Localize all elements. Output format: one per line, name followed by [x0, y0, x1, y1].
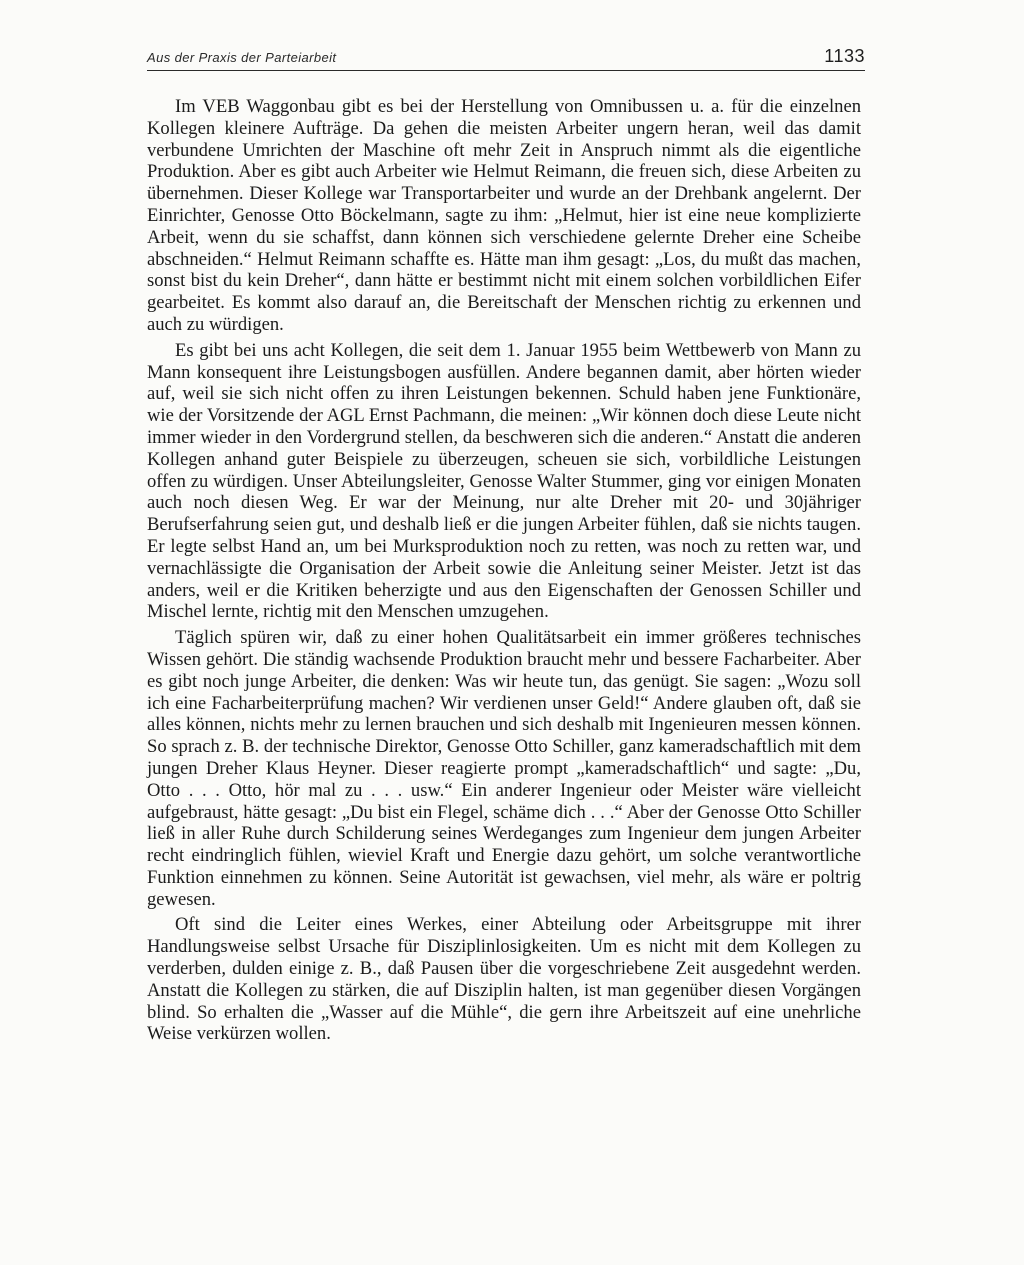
- body-text: [147, 96, 861, 1045]
- paragraph: Täglich spüren wir, daß zu einer hohen Qualitätsarbeit ein immer größeres technisches Wissen gehört. Die ständig wachsende Produktion braucht mehr und bessere Facharbeiter. Aber es gibt noch junge Arbeiter, die denken: Was wir heute tun, das genügt. Sie sagen: „Wozu soll ich eine Facharbeiterprüfung machen? Wir verdienen unser Geld!“ Andere glauben oft, daß sie alles können, nichts mehr zu lernen brauchen und sich deshalb mit Ingenieuren messen können. So sprach z. B. der technische Direktor, Genosse Otto Schiller, ganz kameradschaftlich mit dem jungen Dreher Klaus Heyner. Dieser reagierte prompt „kameradschaftlich“ und sagte: „Du, Otto . . . Otto, hör mal zu . . . usw.“ Ein anderer Ingenieur oder Meister wäre vielleicht aufgebraust, hätte gesagt: „Du bist ein Flegel, schäme dich . . .“ Aber der Genosse Otto Schiller ließ in aller Ruhe durch Schilderung seines Werdeganges zum Ingenieur dem jungen Arbeiter recht eindringlich fühlen, wieviel Kraft und Energie dazu gehört, um solche verantwortliche Funktion einnehmen zu können. Seine Autorität ist gewachsen, viel mehr, als wäre er poltrig gewesen.: [147, 627, 861, 910]
- running-title: Aus der Praxis der Parteiarbeit: [147, 50, 337, 65]
- paragraph: Im VEB Waggonbau gibt es bei der Herstellung von Omnibussen u. a. für die einzelnen Kollegen kleinere Aufträge. Da gehen die meisten Arbeiter ungern heran, weil das damit verbundene Umrichten der Maschine oft mehr Zeit in Anspruch nimmt als die eigentliche Produktion. Aber es gibt auch Arbeiter wie Helmut Reimann, die freuen sich, diese Arbeiten zu übernehmen. Dieser Kollege war Transportarbeiter und wurde an der Drehbank angelernt. Der Einrichter, Genosse Otto Böckelmann, sagte zu ihm: „Helmut, hier ist eine neue komplizierte Arbeit, wenn du sie schaffst, dann können sich verschiedene gelernte Dreher eine Scheibe abschneiden.“ Helmut Reimann schaffte es. Hätte man ihm gesagt: „Los, du mußt das machen, sonst bist du kein Dreher“, dann hätte er bestimmt nicht mit einem solchen vorbildlichen Eifer gearbeitet. Es kommt also darauf an, die Bereitschaft der Menschen richtig zu erkennen und auch zu würdigen.: [147, 96, 861, 335]
- page-number: 1133: [824, 46, 865, 66]
- running-head: [147, 46, 865, 72]
- paragraph: Oft sind die Leiter eines Werkes, einer Abteilung oder Arbeitsgruppe mit ihrer Handlungsweise selbst Ursache für Disziplinlosigkeiten. Um es nicht mit dem Kollegen zu verderben, dulden einige z. B., daß Pausen über die vorgeschriebene Zeit ausgedehnt werden. Anstatt die Kollegen zu stärken, die auf Disziplin halten, ist man gegenüber diesen Vorgängen blind. So erhalten die „Wasser auf die Mühle“, die gern ihre Arbeitszeit auf eine unehrliche Weise verkürzen wollen.: [147, 914, 861, 1045]
- paragraph: Es gibt bei uns acht Kollegen, die seit dem 1. Januar 1955 beim Wettbewerb von Mann zu Mann konsequent ihre Leistungsbogen ausfüllen. Andere begannen damit, aber hörten wieder auf, weil sie sich nicht offen zu ihren Leistungen bekennen. Schuld haben jene Funktionäre, wie der Vorsitzende der AGL Ernst Pachmann, die meinen: „Wir können doch diese Leute nicht immer wieder in den Vordergrund stellen, da beschweren sich die anderen.“ Anstatt die anderen Kollegen anhand guter Beispiele zu überzeugen, scheuen sie sich, vorbildliche Leistungen offen zu würdigen. Unser Abteilungsleiter, Genosse Walter Stummer, ging vor einigen Monaten auch noch diesen Weg. Er war der Meinung, nur alte Dreher mit 20- und 30jähriger Berufserfahrung seien gut, und deshalb ließ er die jungen Arbeiter fühlen, daß sie nichts taugen. Er legte selbst Hand an, um bei Murksproduktion noch zu retten, was noch zu retten war, und vernachlässigte die Organisation der Arbeit sowie die Anleitung seiner Meister. Jetzt ist das anders, weil er die Kritiken beherzigte und aus den Eigenschaften der Genossen Schiller und Mischel lernte, richtig mit den Menschen umzugehen.: [147, 339, 861, 623]
- header-rule: [147, 70, 865, 71]
